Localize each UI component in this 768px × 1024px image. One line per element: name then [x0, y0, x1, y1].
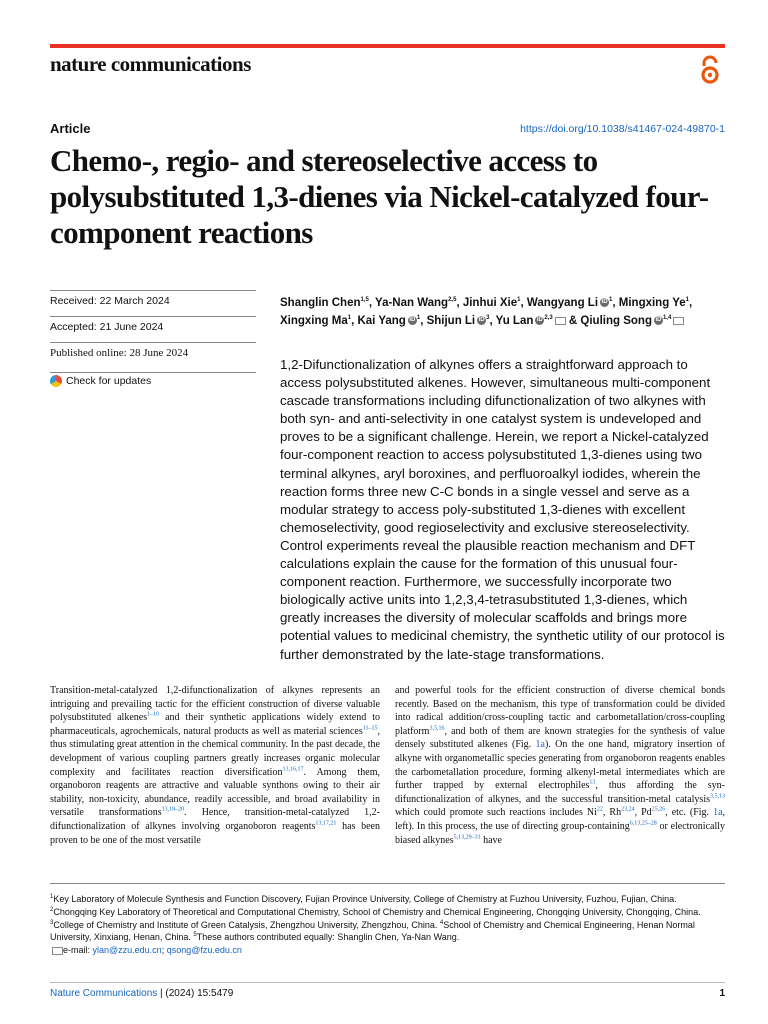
body-text: , Pd [634, 807, 652, 819]
author-list: Shanglin Chen$^{1,5}$, Ya-Nan Wang$^{2,5}$, Jinhui Xie$^1$, Wangyang Li iD $^1$, Mingxing Ye$^1$, Xingxing Ma$^1$, Kai Yang iD $^1$, Shijun Li iD $^3$, Yu Lan iD $^{2,3}$ & Qiuling Song iD $^{1,4}$ [280, 297, 693, 327]
check-for-updates-button[interactable] [50, 372, 256, 387]
citation-ref[interactable]: 3,5,13 [710, 793, 725, 800]
affiliation-number: 2 [50, 906, 54, 913]
body-text: ). On the one hand, migratory insertion of alkyne with organometallic species generating from organoboron reagents enables the carbometallation procedure, forming alkenyl-metal intermediates which are further trapped by external electrophiles [395, 739, 725, 792]
body-text: or electronically biased alkynes [395, 820, 726, 846]
body-text: has been proven to be one of the most versatile [50, 820, 380, 846]
citation-ref[interactable]: 22 [596, 807, 603, 814]
mail-icon[interactable] [673, 317, 684, 325]
email-label: e-mail: [63, 945, 93, 956]
received-date: Received: 22 March 2024 [50, 290, 256, 307]
email-line [50, 944, 725, 957]
body-text: have [480, 834, 502, 846]
body-text: , Rh [602, 807, 622, 819]
mail-icon[interactable] [555, 317, 566, 325]
footer-journal-link[interactable]: Nature Communications [50, 988, 158, 999]
body-text: Transition-metal-catalyzed 1,2-difunctionalization of alkynes represents an intriguing and prevailing tactic for the efficient construction of diverse valuable polysubstituted alkenes [50, 685, 380, 724]
author-name[interactable]: Kai Yang [357, 315, 406, 327]
author-affiliation-sup: 2,3 [544, 315, 553, 322]
body-column-left [50, 684, 380, 847]
body-text: . Hence, transition-metal-catalyzed 1,2-difunctionalization of alkynes involving organoboron reagents [50, 807, 381, 832]
body-column-right [395, 684, 725, 847]
body-text: which could promote such reactions includes Ni [395, 807, 597, 819]
affiliations-rule [50, 883, 725, 884]
author-affiliation-sup: 3 [486, 315, 490, 322]
article-title: Chemo-, regio- and stereoselective access to polysubstituted 1,3-dienes via Nickel-catalyzed four-component reactions [50, 143, 709, 250]
author-affiliation-sup: 1 [517, 297, 521, 304]
citation-ref[interactable]: 1–10 [147, 711, 160, 718]
footer-volume: | (2024) 15:5479 [157, 988, 234, 999]
affiliation-text: These authors contributed equally: Shanglin Chen, Ya-Nan Wang. [196, 932, 460, 943]
email-link-1[interactable]: ylan@zzu.edu.cn [92, 945, 162, 956]
body-text: , etc. (Fig. [665, 807, 714, 819]
body-text: and their synthetic applications widely extend to pharmaceuticals, agrochemicals, natural products as well as material sciences [50, 712, 380, 737]
author-affiliation-sup: 1 [347, 315, 352, 322]
page-number: 1 [719, 988, 725, 999]
affiliation-text: School of Chemistry and Chemical Engineering, Henan Normal University, Xinxiang, Henan, China. [50, 919, 695, 943]
citation-ref[interactable]: 13,18–20 [161, 807, 185, 814]
author-name[interactable]: Wangyang Li [526, 297, 599, 309]
mail-icon [52, 947, 63, 955]
footer-rule [50, 982, 725, 983]
citation-ref[interactable]: 13 [589, 779, 596, 786]
author-name[interactable]: Mingxing Ye [618, 297, 686, 309]
orcid-icon[interactable]: iD [478, 317, 485, 324]
published-date: Published online: 28 June 2024 [50, 342, 256, 359]
affiliation-list [50, 894, 701, 942]
doi-link[interactable]: https://doi.org/10.1038/s41467-024-49870-1 [520, 123, 725, 135]
affiliation-number: 4 [439, 919, 444, 926]
affiliation-number: 3 [50, 919, 54, 926]
body-text: , thus stimulating great attention in the chemical community. In the past decade, the development of various coupling partners greatly increases organic molecular complexity and facilitates reaction diversification [50, 725, 380, 778]
open-access-icon [698, 55, 722, 85]
figure-ref[interactable]: 1a [535, 739, 545, 751]
affiliation-text: Key Laboratory of Molecule Synthesis and Function Discovery, Fujian Province University, College of Chemistry at Fuzhou University, Fuzhou, Fujian, China. [53, 894, 677, 904]
affiliations [50, 893, 725, 957]
crossmark-icon [50, 375, 62, 387]
citation-ref[interactable]: 5,13,29–31 [453, 834, 481, 841]
author-affiliation-sup: 1 [609, 297, 613, 304]
email-link-2[interactable]: qsong@fzu.edu.cn [166, 945, 242, 956]
citation-ref[interactable]: 11–15 [362, 725, 378, 732]
affiliation-number: 5 [193, 932, 197, 939]
author-affiliation-sup: 1 [685, 297, 689, 304]
author-name[interactable]: Shanglin Chen [280, 297, 361, 309]
header-rule [50, 44, 725, 48]
journal-name: nature communications [50, 52, 251, 76]
citation-ref[interactable]: 13,16,17 [282, 766, 304, 773]
body-text: . Among them, organoboron reagents are attractive and valuable synthons owing to their air stability, non-toxicity, abundance, readily accessible, and broad availability in versatile transformations [50, 766, 380, 819]
affiliation-number: 1 [50, 894, 54, 900]
body-text: , and both of them are known strategies for the synthesis of value densely substituted alkenes (Fig. [395, 725, 725, 751]
check-for-updates-label: Check for updates [66, 375, 152, 387]
citation-ref[interactable]: 23,24 [621, 807, 635, 814]
orcid-icon[interactable]: iD [655, 317, 662, 324]
author-affiliation-sup: 2,5 [448, 297, 457, 304]
affiliation-text: College of Chemistry and Institute of Green Catalysis, Zhengzhou University, Zhengzhou, China. [53, 919, 440, 930]
abstract: 1,2-Difunctionalization of alkynes offers a straightforward approach to access polysubstituted alkenes. However, simultaneous multi-component cascade transformations including difunctionalization of two alkynes with both syn- and anti-selectivity in one catalyst system is undeveloped and proves to be a significant challenge. Herein, we report a Nickel-catalyzed four-component reaction to access polysubstituted 1,3-dienes using two terminal alkynes, aryl boroxines, and perfluoroalkyl iodides, wherein the reaction forms three new C-C bonds in a single vessel and serve as a modular strategy to access poly-substituted 1,3-dienes with excellent chemoselectivity, good regioselectivity and exclusive stereoselectivity. Control experiments reveal the plausible reaction mechanism and DFT calculations explain the cause for the formation of this unusual four-component reaction. Furthermore, we successfully incorporate two biologically active units into 1,2,3,4-tetrasubstituted 1,3-dienes, which greatly increases the diversity of molecular scaffolds and brings more potential values to medicinal chemistry, the synthetic utility of our protocol is further demonstrated by the late-stage transformations. [280, 357, 725, 662]
author-name[interactable]: Yu Lan [495, 315, 534, 327]
body-text: , left). In this process, the use of directing group-containing [395, 807, 726, 832]
body-text: , thus affording the syn-difunctionalization of alkynes, and the successful transition-metal catalysis [395, 780, 725, 805]
author-name[interactable]: Xingxing Ma [280, 315, 348, 327]
citation-ref[interactable]: 25,26 [651, 807, 666, 814]
figure-ref[interactable]: 1a [713, 807, 723, 819]
citation-ref[interactable]: 13,17,21 [315, 820, 337, 827]
author-affiliation-sup: 1,4 [662, 315, 672, 322]
footer-citation [50, 988, 233, 999]
accepted-date: Accepted: 21 June 2024 [50, 316, 256, 333]
article-type-label: Article [50, 121, 91, 136]
orcid-icon[interactable]: iD [601, 299, 608, 306]
author-name[interactable]: Qiuling Song [580, 315, 652, 327]
author-affiliation-sup: 1 [416, 315, 421, 322]
author-name[interactable]: Shijun Li [426, 315, 476, 327]
author-conjunction: & [565, 315, 581, 327]
citation-ref[interactable]: 3,5,16 [429, 725, 445, 732]
author-affiliation-sup: 1,5 [360, 297, 369, 304]
author-name[interactable]: Ya-Nan Wang [375, 297, 449, 309]
email-separator: ; [161, 945, 167, 956]
author-name[interactable]: Jinhui Xie [462, 297, 518, 309]
orcid-icon[interactable]: iD [536, 317, 543, 324]
citation-ref[interactable]: 6,13,25–28 [629, 820, 657, 827]
body-text: and powerful tools for the efficient construction of diverse chemical bonds recently. Based on the mechanism, this type of transformation could be divided into radical addition/cross-coupling tactic and carbometallation/cross-coupling platform [395, 685, 725, 737]
affiliation-text: Chongqing Key Laboratory of Theoretical and Computational Chemistry, School of Chemistry and Chemical Engineering, Chongqing University, Chongqing, China. [53, 906, 701, 917]
orcid-icon[interactable]: iD [409, 317, 416, 324]
